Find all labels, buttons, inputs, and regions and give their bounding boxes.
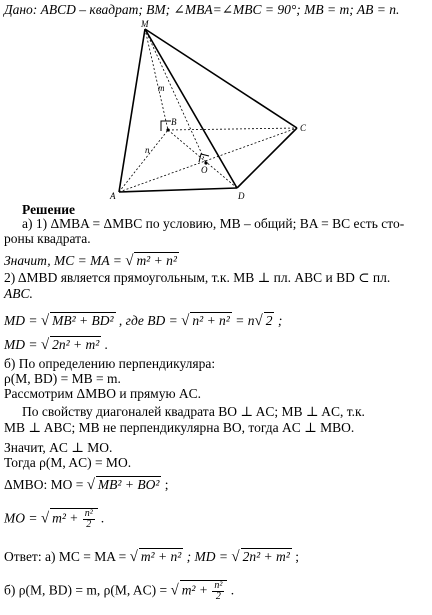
b-line4: По свойству диагоналей квадрата BO ⊥ AC; MB ⊥ AC, т.к. [22,404,365,419]
mo-radicand: m² + [52,510,82,526]
edge-md [145,29,237,188]
label-n: n [145,145,150,155]
answer-b-frac-den: 2 [215,591,221,602]
answer-b-prefix: б) ρ(M, BD) = m, ρ(M, AC) = [4,582,171,598]
answer-radicand-2n-m: 2n² + m² [242,549,290,564]
label-d: D [238,191,245,201]
answer-md: ; MD = [183,549,232,564]
label-c: C [300,123,307,133]
bd-equals: = n [231,313,255,328]
md-where: , где BD = [115,313,182,328]
label-a: A [110,191,116,201]
md2-prefix: MD = [4,337,41,352]
edge-bc [168,128,297,130]
point-b [166,128,169,131]
radicand-mb-bd: MB² + BD² [52,313,114,328]
radicand-nn: n² + n² [192,313,230,328]
label-o: O [201,165,208,175]
radicand-2: 2 [265,313,273,328]
answer-b-frac-num: n² [214,580,223,591]
mo-formula: MO = √ m² + $\frac{\text{n²}}{2}$ . [4,508,105,530]
label-m: M [141,19,149,29]
radicand-mn: m² + n² [136,253,177,268]
mo-prefix: MO = [4,510,41,526]
md2-formula: MD = √ 2n² + m² . [4,337,109,353]
label-m-lower: m [158,83,165,93]
edge-mb [145,29,168,130]
mbo-formula: ΔMBO: MO = √ MB² + BO² ; [4,477,169,493]
answer-a: Ответ: а) MC = MA = √ m² + n² ; MD = √ 2n² + m² ; [4,549,299,565]
radicand-2n-m: 2n² + m² [52,337,100,352]
a1-line2: роны квадрата. [4,231,91,246]
b-line1: б) По определению перпендикуляра: [4,356,216,371]
b-line6: Значит, AC ⊥ MO. [4,440,113,455]
mbo-prefix: ΔMBO: MO = [4,477,87,492]
solution-heading: Решение [22,202,75,217]
md-formula: MD = √ MB² + BD² , где BD = √ n² + n² = n√ 2 ; [4,313,283,329]
diagonal-bd [168,130,237,188]
mo-frac-den: 2 [86,519,92,530]
znachit-prefix: Значит, MC = MA = [4,253,126,268]
mo-tail: . [97,510,105,526]
b-line7: Тогда ρ(M, AC) = MO. [4,455,132,470]
answer-b-tail: . [227,582,235,598]
edge-mc [145,29,297,128]
label-b: B [171,117,177,127]
a1-line1: а) 1) ΔMBA = ΔMBC по условию, MB – общий; BA = BC есть сто- [22,216,405,231]
edge-dc [237,128,297,188]
answer-b-radicand: m² + [181,582,212,598]
mo-frac-num: n² [84,508,93,519]
given-text: Дано: ABCD – квадрат; BM; ∠MBA=∠MBC = 90°; MB = m; AB = n. [4,2,400,17]
a2-line1: 2) ΔMBD является прямоугольным, т.к. MB ⊥ пл. ABC и BD ⊂ пл. [4,270,391,285]
pyramid-figure [0,15,432,205]
answer-b: б) ρ(M, BD) = m, ρ(M, AC) = √ m² + $\frac{\text{n²}}{2}$ . [4,580,235,602]
b-line3: Рассмотрим ΔMBO и прямую AC. [4,386,202,401]
radicand-mb-bo: MB² + BO² [97,477,160,492]
md2-tail: . [101,337,109,352]
answer-a-tail: ; [291,549,299,564]
edge-ab [119,130,168,192]
edge-ad [119,188,237,192]
znachit-mc-ma: Значит, MC = MA = √ m² + n² [4,253,177,269]
md-prefix: MD = [4,313,41,328]
b-line2: ρ(M, BD) = MB = m. [4,371,121,386]
edge-ma [119,29,145,192]
md-tail: ; [274,313,283,328]
answer-a-prefix: Ответ: а) MC = MA = [4,549,130,564]
b-line5: MB ⊥ ABC; MB не перпендикулярна BO, тогда AC ⊥ MBO. [4,420,355,435]
mbo-tail: ; [161,477,169,492]
answer-radicand-mn: m² + n² [140,549,182,564]
a2-line2: ABC. [4,286,33,301]
